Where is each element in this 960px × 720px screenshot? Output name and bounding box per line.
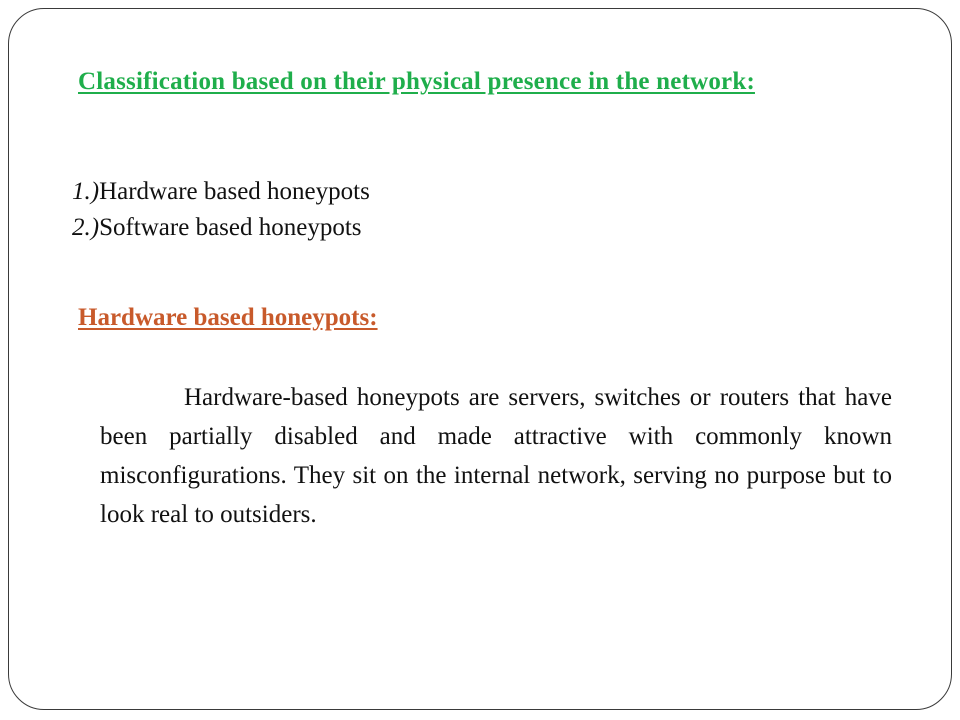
honeypot-type-list [72, 174, 370, 246]
list-item-number: 2.) [72, 214, 100, 241]
hardware-honeypots-heading: Hardware based honeypots: [78, 304, 378, 331]
list-item-label: Hardware based honeypots [99, 178, 370, 205]
list-item [72, 210, 370, 246]
list-item-number: 1.) [72, 178, 100, 205]
slide-frame [8, 8, 952, 710]
list-item-label: Software based honeypots [99, 214, 362, 241]
hardware-honeypots-description: Hardware-based honeypots are servers, switches or routers that have been partially disabled and made attractive with commonly known misconfigurations. They sit on the internal network, serving no purpose but to look real to outsiders. [100, 384, 892, 528]
classification-heading: Classification based on their physical presence in the network: [78, 68, 755, 95]
list-item [72, 174, 370, 210]
